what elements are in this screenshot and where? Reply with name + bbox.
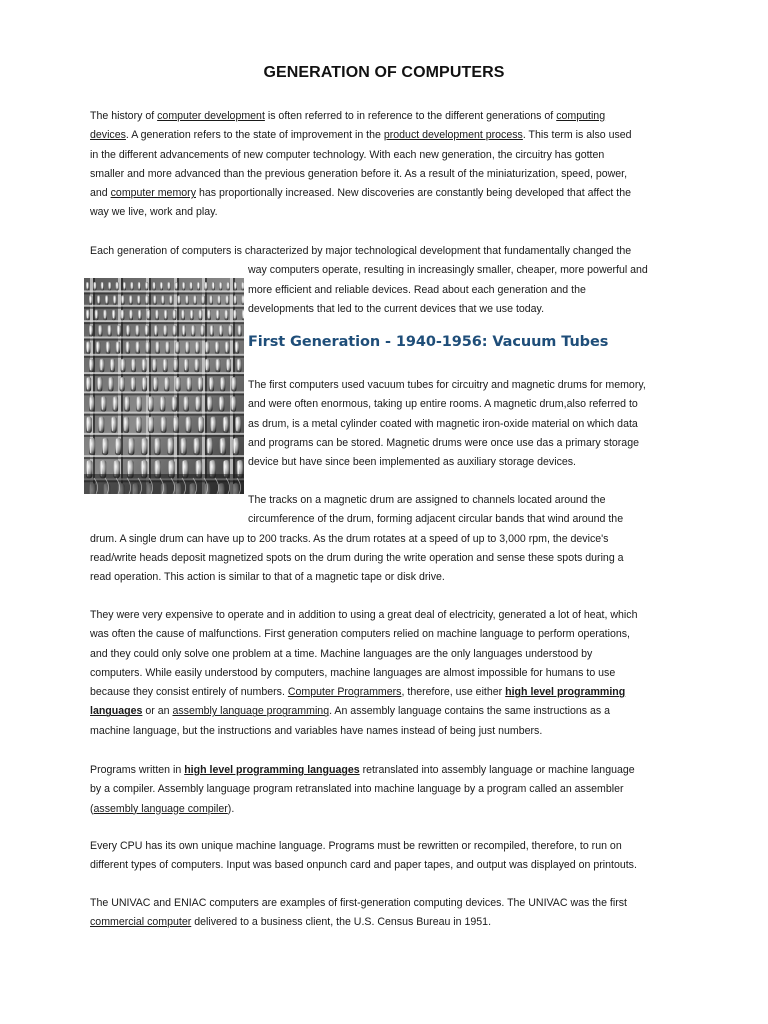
- hyperlink[interactable]: devices: [90, 129, 126, 142]
- vacuum-tube-photo-image: [84, 278, 244, 494]
- text-segment: machine language, but the instructions and variables have names instead of being just numbers.: [90, 724, 543, 737]
- intro-paragraph: [90, 107, 682, 223]
- text-line: circumference of the drum, forming adjacent circular bands that wind around the: [248, 513, 624, 526]
- hyperlink[interactable]: assembly language compiler: [93, 802, 228, 815]
- text-segment: Programs written in: [90, 764, 185, 776]
- text-line: [90, 203, 682, 222]
- text-segment: computers. While easily understood by computers, machine languages are almost impossible for humans to use: [90, 666, 616, 679]
- text-line: [90, 184, 682, 203]
- text-segment: was often the cause of malfunctions. First generation computers relied on machine language to perform operations,: [90, 628, 630, 641]
- text-line: [90, 664, 682, 683]
- text-line: [90, 722, 682, 741]
- hyperlink[interactable]: high level programming: [505, 686, 626, 699]
- hyperlink[interactable]: high level programming languages: [184, 764, 360, 776]
- text-line: [90, 800, 682, 819]
- hyperlink[interactable]: Computer Programmers: [287, 686, 402, 699]
- text-segment: They were very expensive to operate and in addition to using a great deal of electricity, generated a lot of heat, which: [90, 609, 638, 621]
- text-line: different types of computers. Input was based onpunch card and paper tapes, and output was displayed on printouts.: [90, 859, 637, 872]
- text-segment: . A generation refers to the state of improvement in the: [125, 129, 384, 142]
- text-line: developments that led to the current devices that we use today.: [248, 302, 545, 315]
- univac-paragraph: [90, 894, 682, 933]
- text-line: [90, 146, 682, 165]
- text-line: [90, 702, 682, 721]
- text-segment: . An assembly language contains the same instructions as a: [329, 705, 610, 718]
- text-line: [90, 894, 682, 913]
- compiler-paragraph: [90, 761, 682, 819]
- text-segment: The history of: [90, 110, 158, 122]
- text-line: [90, 683, 682, 702]
- hyperlink[interactable]: computing: [556, 110, 606, 122]
- text-line: [90, 761, 682, 780]
- text-line: [90, 780, 682, 799]
- text-line: [90, 126, 682, 145]
- text-line: Every CPU has its own unique machine language. Programs must be rewritten or recompiled, therefore, to run on: [90, 840, 622, 852]
- text-segment: The UNIVAC and ENIAC computers are examples of first-generation computing devices. The UNIVAC was the first: [90, 897, 627, 909]
- text-line: [90, 645, 682, 664]
- text-segment: or an: [142, 705, 173, 718]
- text-segment: retranslated into assembly language or machine language: [359, 764, 635, 776]
- text-line: [90, 606, 682, 625]
- document-title: GENERATION OF COMPUTERS: [263, 64, 505, 81]
- vacuum-tube-computer-photo: [84, 278, 244, 494]
- hyperlink[interactable]: commercial computer: [90, 916, 192, 929]
- text-segment: by a compiler. Assembly language program retranslated into machine language by a program called an assembler: [90, 783, 624, 796]
- text-segment: and: [90, 187, 111, 200]
- text-line: read/write heads deposit magnetized spots on the drum during the write operation and sense these spots during a: [90, 551, 624, 564]
- text-line: and programs can be stored. Magnetic drums were once use das a primary storage: [248, 436, 639, 449]
- text-segment: , therefore, use either: [401, 686, 506, 699]
- first-generation-heading: First Generation - 1940-1956: Vacuum Tubes: [248, 334, 609, 350]
- text-line: [90, 107, 682, 126]
- text-segment: and they could only solve one problem at a time. Machine languages are the only languages understood by: [90, 647, 593, 660]
- text-line: [90, 165, 682, 184]
- hyperlink[interactable]: languages: [90, 705, 143, 718]
- text-line: The tracks on a magnetic drum are assigned to channels located around the: [248, 494, 606, 506]
- text-line: as drum, is a metal cylinder coated with magnetic iron-oxide material on which data: [248, 417, 638, 430]
- cpu-paragraph: [90, 837, 682, 876]
- text-line: read operation. This action is similar to that of a magnetic tape or disk drive.: [90, 571, 445, 584]
- vacuum-tubes-paragraph: [248, 376, 688, 472]
- magnetic-drum-paragraph: [90, 491, 682, 587]
- machine-language-paragraph: [90, 606, 682, 741]
- text-segment: . This term is also used: [522, 129, 632, 142]
- text-segment: because they consist entirely of numbers.: [90, 686, 288, 699]
- text-line: more efficient and reliable devices. Read about each generation and the: [248, 283, 586, 296]
- text-segment: way we live, work and play.: [90, 206, 218, 219]
- text-line: [90, 913, 682, 932]
- text-line: The first computers used vacuum tubes for circuitry and magnetic drums for memory,: [248, 379, 646, 391]
- text-segment: delivered to a business client, the U.S. Census Bureau in 1951.: [191, 916, 492, 929]
- text-line: way computers operate, resulting in increasingly smaller, cheaper, more powerful and: [248, 264, 648, 277]
- text-line: drum. A single drum can have up to 200 tracks. As the drum rotates at a speed of up to 3,000 rpm, the device's: [90, 532, 609, 545]
- text-segment: is often referred to in reference to the different generations of: [264, 110, 557, 122]
- text-segment: (: [90, 802, 94, 815]
- text-line: device but have since been implemented as auxiliary storage devices.: [248, 456, 577, 469]
- hyperlink[interactable]: assembly language programming: [172, 705, 330, 718]
- hyperlink[interactable]: computer development: [157, 110, 265, 122]
- text-segment: ).: [227, 802, 235, 815]
- text-segment: smaller and more advanced than the previous generation before it. As a result of the miniaturization, speed, power,: [90, 167, 628, 180]
- hyperlink[interactable]: computer memory: [110, 187, 196, 200]
- text-segment: has proportionally increased. New discoveries are constantly being developed that affect the: [196, 187, 631, 200]
- text-line: and were often enormous, taking up entire rooms. A magnetic drum,also referred to: [248, 398, 638, 411]
- hyperlink[interactable]: product development process: [383, 129, 523, 142]
- text-line: [90, 625, 682, 644]
- text-line: Each generation of computers is characterized by major technological development that fundamentally changed the: [90, 245, 632, 257]
- text-segment: in the different advancements of new computer technology. With each new generation, the circuitry has gotten: [90, 148, 605, 161]
